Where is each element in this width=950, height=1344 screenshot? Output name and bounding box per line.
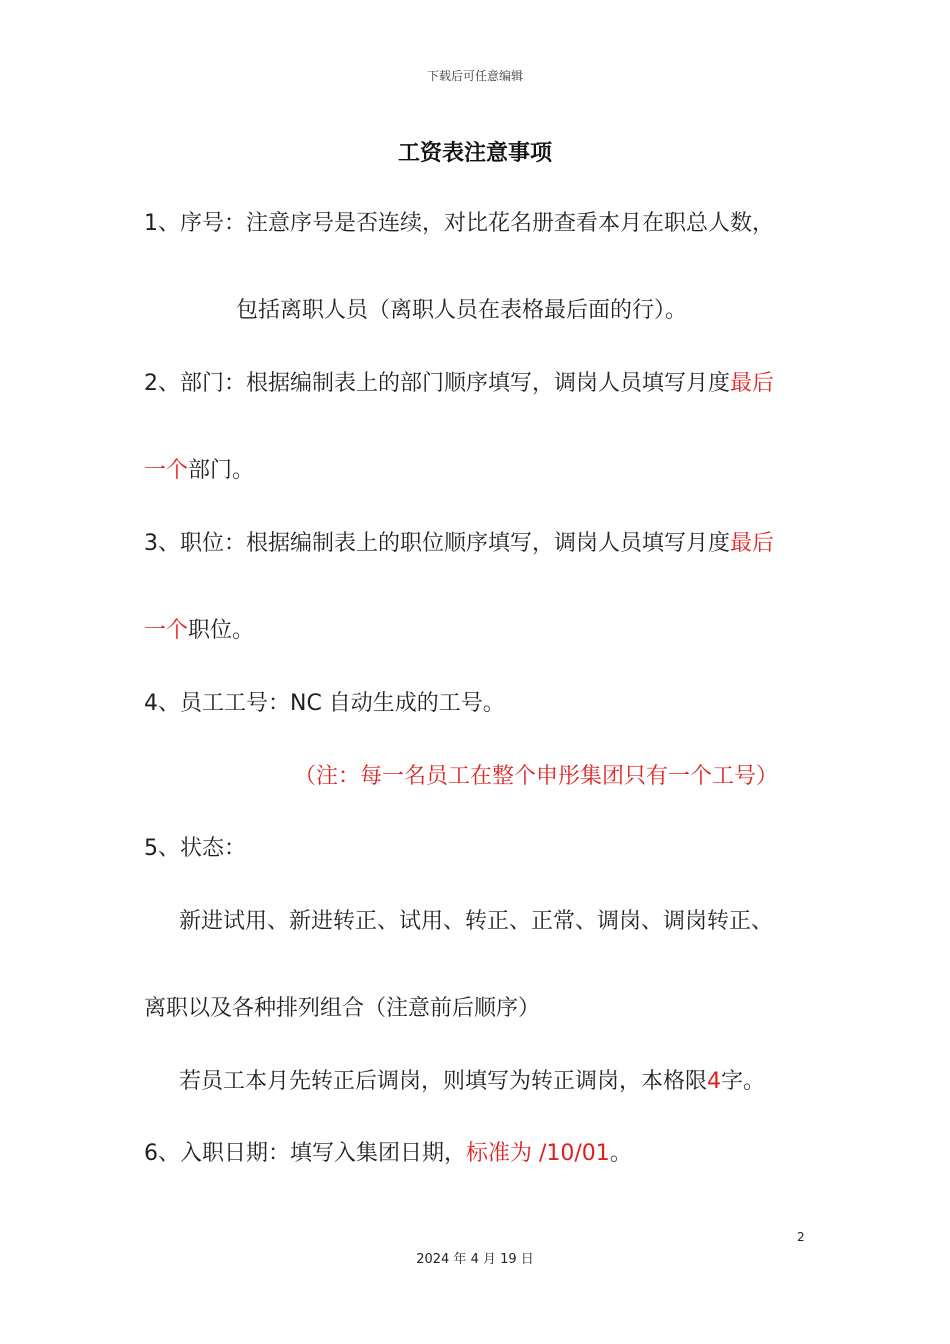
- item-2-line-1: [144, 369, 774, 399]
- item-3-text: 3、职位：根据编制表上的职位顺序填写，调岗人员填写月度: [144, 531, 730, 556]
- item-3-text-cont: 职位。: [188, 618, 255, 643]
- page-number: 2: [797, 1230, 805, 1244]
- footer-date: 2024 年 4 月 19 日: [416, 1252, 534, 1267]
- item-4-note: （注：每一名员工在整个申彤集团只有一个工号）: [294, 764, 779, 789]
- item-3-highlight: 最后: [730, 531, 775, 556]
- item-2-highlight: 最后: [730, 371, 775, 396]
- item-4-line: 4、员工工号：NC 自动生成的工号。: [144, 691, 505, 716]
- item-5-line-1: 新进试用、新进转正、试用、转正、正常、调岗、调岗转正、: [179, 909, 774, 934]
- item-6-text-end: 。: [609, 1141, 632, 1166]
- item-3-line-2: [144, 616, 254, 646]
- item-6-standard: 标准为 /10/01: [466, 1141, 610, 1166]
- item-3-line-1: [144, 529, 774, 559]
- item-2-line-2: [144, 456, 254, 486]
- item-5-heading: 5、状态：: [144, 836, 246, 861]
- item-1-line-2: 包括离职人员（离职人员在表格最后面的行）。: [236, 298, 688, 323]
- item-2-highlight-cont: 一个: [144, 458, 189, 483]
- item-2-text-cont: 部门。: [188, 458, 255, 483]
- item-5-char-limit: 4: [707, 1069, 722, 1094]
- item-6-line: [144, 1139, 632, 1169]
- item-1-line-1: 1、序号：注意序号是否连续，对比花名册查看本月在职总人数，: [144, 211, 774, 236]
- page-header: 下载后可任意编辑: [426, 69, 523, 83]
- document-title: 工资表注意事项: [397, 141, 552, 166]
- item-5-text-end: 字。: [721, 1069, 766, 1094]
- item-6-text: 6、入职日期：填写入集团日期，: [144, 1141, 466, 1166]
- item-3-highlight-cont: 一个: [144, 618, 189, 643]
- item-5-line-3: [179, 1067, 765, 1097]
- item-5-text: 若员工本月先转正后调岗，则填写为转正调岗，本格限: [179, 1069, 708, 1094]
- item-2-text: 2、部门：根据编制表上的部门顺序填写，调岗人员填写月度: [144, 371, 730, 396]
- item-5-line-2: 离职以及各种排列组合（注意前后顺序）: [144, 996, 541, 1021]
